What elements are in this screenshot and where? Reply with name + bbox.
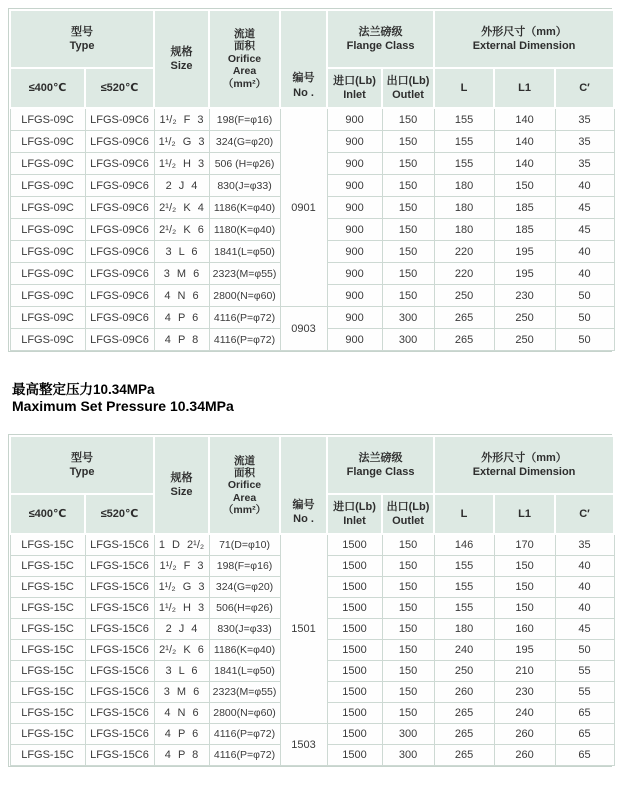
cell-type-520c: LFGS-09C6 xyxy=(85,175,154,197)
cell-size: 3 M 6 xyxy=(154,682,209,703)
cell-size: 4 P 6 xyxy=(154,307,209,329)
cell-type-400c: LFGS-15C xyxy=(10,661,85,682)
cell-type-400c: LFGS-09C xyxy=(10,153,85,175)
cell-dim-l1: 185 xyxy=(494,219,555,241)
cell-orifice-area: 2323(M=φ55) xyxy=(209,682,280,703)
cell-orifice-area: 198(F=φ16) xyxy=(209,556,280,577)
cell-dim-l1: 150 xyxy=(494,556,555,577)
cell-flange-outlet: 150 xyxy=(382,175,434,197)
spec-table-lfgs-09c xyxy=(8,8,612,352)
cell-type-400c: LFGS-15C xyxy=(10,556,85,577)
cell-orifice-area: 506 (H=φ26) xyxy=(209,153,280,175)
cell-orifice-area: 2323(M=φ55) xyxy=(209,263,280,285)
cell-dim-l: 220 xyxy=(434,263,494,285)
cell-flange-outlet: 150 xyxy=(382,619,434,640)
table-row xyxy=(10,534,614,556)
cell-orifice-area: 4116(P=φ72) xyxy=(209,307,280,329)
cell-flange-inlet: 1500 xyxy=(327,619,382,640)
cell-size: 4 P 8 xyxy=(154,745,209,766)
cell-dim-c-prime: 50 xyxy=(555,307,614,329)
cell-type-520c: LFGS-09C6 xyxy=(85,108,154,131)
cell-dim-l: 250 xyxy=(434,285,494,307)
max-set-pressure-note-zh: 最高整定压力10.34MPa xyxy=(12,382,155,397)
cell-orifice-area: 4116(P=φ72) xyxy=(209,745,280,766)
header-size-en: Size xyxy=(170,60,193,72)
cell-flange-inlet: 900 xyxy=(327,329,382,351)
cell-size: 1¹/₂ G 3 xyxy=(154,577,209,598)
header-external-dimension: 外形尺寸（mm） External Dimension xyxy=(434,436,614,494)
cell-type-520c: LFGS-09C6 xyxy=(85,153,154,175)
header-orifice-area: 流道 面积 Orifice Area （mm²） xyxy=(209,10,280,108)
cell-dim-c-prime: 45 xyxy=(555,219,614,241)
cell-type-520c: LFGS-09C6 xyxy=(85,131,154,153)
cell-type-520c: LFGS-15C6 xyxy=(85,724,154,745)
header-dim-l1: L1 xyxy=(494,494,555,534)
max-set-pressure-note-en: Maximum Set Pressure 10.34MPa xyxy=(12,397,234,414)
cell-type-520c: LFGS-15C6 xyxy=(85,534,154,556)
cell-type-520c: LFGS-09C6 xyxy=(85,263,154,285)
cell-dim-l: 155 xyxy=(434,556,494,577)
cell-dim-l: 240 xyxy=(434,640,494,661)
cell-size: 1¹/₂ H 3 xyxy=(154,598,209,619)
cell-size: 4 P 8 xyxy=(154,329,209,351)
cell-no: 0901 xyxy=(280,108,327,307)
header-type-zh: 型号 xyxy=(71,25,93,38)
cell-type-520c: LFGS-15C6 xyxy=(85,661,154,682)
cell-type-400c: LFGS-15C xyxy=(10,640,85,661)
cell-dim-l: 155 xyxy=(434,577,494,598)
cell-orifice-area: 830(J=φ33) xyxy=(209,175,280,197)
cell-type-520c: LFGS-15C6 xyxy=(85,598,154,619)
cell-flange-inlet: 900 xyxy=(327,285,382,307)
cell-type-400c: LFGS-09C xyxy=(10,329,85,351)
cell-dim-l1: 195 xyxy=(494,241,555,263)
cell-flange-outlet: 150 xyxy=(382,682,434,703)
cell-dim-c-prime: 40 xyxy=(555,241,614,263)
header-inlet: 进口(Lb) Inlet xyxy=(327,494,382,534)
cell-orifice-area: 4116(P=φ72) xyxy=(209,329,280,351)
cell-orifice-area: 1180(K=φ40) xyxy=(209,219,280,241)
cell-flange-outlet: 150 xyxy=(382,241,434,263)
cell-flange-outlet: 150 xyxy=(382,263,434,285)
cell-orifice-area: 1841(L=φ50) xyxy=(209,661,280,682)
cell-dim-l1: 150 xyxy=(494,598,555,619)
cell-type-400c: LFGS-15C xyxy=(10,724,85,745)
cell-orifice-area: 324(G=φ20) xyxy=(209,577,280,598)
cell-type-400c: LFGS-09C xyxy=(10,241,85,263)
cell-orifice-area: 1186(K=φ40) xyxy=(209,197,280,219)
header-dim-l: L xyxy=(434,494,494,534)
cell-flange-inlet: 900 xyxy=(327,153,382,175)
header-dim-c-prime: C′ xyxy=(555,68,614,108)
cell-dim-c-prime: 65 xyxy=(555,703,614,724)
cell-type-400c: LFGS-15C xyxy=(10,619,85,640)
cell-dim-l1: 150 xyxy=(494,577,555,598)
cell-type-400c: LFGS-09C xyxy=(10,285,85,307)
header-type-zh: 型号 xyxy=(71,452,93,465)
cell-dim-l1: 260 xyxy=(494,724,555,745)
cell-dim-l: 155 xyxy=(434,598,494,619)
cell-dim-l1: 195 xyxy=(494,263,555,285)
cell-type-400c: LFGS-15C xyxy=(10,598,85,619)
cell-size: 1 D 2¹/₂ xyxy=(154,534,209,556)
cell-dim-c-prime: 55 xyxy=(555,661,614,682)
cell-dim-l1: 140 xyxy=(494,108,555,131)
header-temp-400: ≤400℃ xyxy=(10,68,85,108)
cell-type-400c: LFGS-09C xyxy=(10,131,85,153)
cell-flange-outlet: 150 xyxy=(382,131,434,153)
header-dim-l1: L1 xyxy=(494,68,555,108)
cell-type-400c: LFGS-09C xyxy=(10,307,85,329)
header-size-zh: 规格 xyxy=(170,45,193,58)
cell-dim-l1: 140 xyxy=(494,131,555,153)
cell-dim-c-prime: 45 xyxy=(555,619,614,640)
cell-dim-l1: 260 xyxy=(494,745,555,766)
cell-dim-c-prime: 50 xyxy=(555,329,614,351)
spec-table-lfgs-15c xyxy=(8,434,612,767)
cell-dim-l: 265 xyxy=(434,703,494,724)
cell-flange-outlet: 150 xyxy=(382,534,434,556)
cell-flange-inlet: 1500 xyxy=(327,661,382,682)
cell-flange-outlet: 300 xyxy=(382,724,434,745)
cell-flange-inlet: 900 xyxy=(327,108,382,131)
header-temp-520: ≤520℃ xyxy=(85,494,154,534)
cell-dim-l: 180 xyxy=(434,219,494,241)
header-flange-class: 法兰磅级 Flange Class xyxy=(327,10,434,68)
cell-size: 2¹/₂ K 6 xyxy=(154,640,209,661)
cell-dim-l1: 170 xyxy=(494,534,555,556)
cell-type-400c: LFGS-09C xyxy=(10,263,85,285)
cell-flange-outlet: 150 xyxy=(382,661,434,682)
header-group-row xyxy=(10,10,614,68)
header-size xyxy=(154,10,209,108)
table-row xyxy=(10,307,614,329)
cell-orifice-area: 2800(N=φ60) xyxy=(209,703,280,724)
cell-type-400c: LFGS-15C xyxy=(10,682,85,703)
cell-flange-outlet: 150 xyxy=(382,640,434,661)
cell-dim-l1: 195 xyxy=(494,640,555,661)
cell-type-400c: LFGS-09C xyxy=(10,108,85,131)
header-dim-c-prime: C′ xyxy=(555,494,614,534)
cell-flange-inlet: 1500 xyxy=(327,598,382,619)
cell-dim-l1: 250 xyxy=(494,307,555,329)
cell-flange-inlet: 900 xyxy=(327,307,382,329)
cell-type-400c: LFGS-15C xyxy=(10,745,85,766)
cell-type-520c: LFGS-09C6 xyxy=(85,197,154,219)
cell-type-520c: LFGS-15C6 xyxy=(85,556,154,577)
cell-flange-inlet: 1500 xyxy=(327,577,382,598)
header-outlet: 出口(Lb) Outlet xyxy=(382,68,434,108)
cell-dim-l: 265 xyxy=(434,745,494,766)
cell-no: 0903 xyxy=(280,307,327,351)
cell-orifice-area: 1841(L=φ50) xyxy=(209,241,280,263)
cell-dim-l: 265 xyxy=(434,329,494,351)
header-dim-l: L xyxy=(434,68,494,108)
cell-flange-outlet: 150 xyxy=(382,153,434,175)
cell-no: 1501 xyxy=(280,534,327,724)
cell-flange-outlet: 300 xyxy=(382,745,434,766)
cell-type-520c: LFGS-09C6 xyxy=(85,307,154,329)
header-size xyxy=(154,436,209,534)
cell-type-400c: LFGS-15C xyxy=(10,703,85,724)
cell-dim-c-prime: 35 xyxy=(555,153,614,175)
cell-flange-outlet: 150 xyxy=(382,577,434,598)
cell-flange-inlet: 1500 xyxy=(327,745,382,766)
cell-dim-l: 180 xyxy=(434,619,494,640)
cell-dim-l: 180 xyxy=(434,197,494,219)
cell-type-400c: LFGS-09C xyxy=(10,219,85,241)
cell-flange-inlet: 900 xyxy=(327,131,382,153)
cell-size: 4 N 6 xyxy=(154,285,209,307)
cell-size: 1¹/₂ F 3 xyxy=(154,556,209,577)
cell-size: 2 J 4 xyxy=(154,619,209,640)
cell-dim-l: 155 xyxy=(434,131,494,153)
cell-type-520c: LFGS-15C6 xyxy=(85,577,154,598)
cell-type-520c: LFGS-15C6 xyxy=(85,745,154,766)
cell-dim-c-prime: 35 xyxy=(555,131,614,153)
cell-no: 1503 xyxy=(280,724,327,766)
cell-dim-l1: 160 xyxy=(494,619,555,640)
cell-flange-outlet: 150 xyxy=(382,556,434,577)
cell-size: 1¹/₂ H 3 xyxy=(154,153,209,175)
cell-dim-c-prime: 35 xyxy=(555,108,614,131)
cell-size: 2¹/₂ K 4 xyxy=(154,197,209,219)
cell-dim-l: 155 xyxy=(434,108,494,131)
cell-flange-outlet: 150 xyxy=(382,285,434,307)
cell-dim-l1: 230 xyxy=(494,285,555,307)
cell-size: 3 L 6 xyxy=(154,241,209,263)
cell-dim-l1: 230 xyxy=(494,682,555,703)
cell-orifice-area: 2800(N=φ60) xyxy=(209,285,280,307)
cell-flange-inlet: 900 xyxy=(327,263,382,285)
cell-type-520c: LFGS-09C6 xyxy=(85,329,154,351)
cell-flange-outlet: 150 xyxy=(382,703,434,724)
cell-flange-outlet: 150 xyxy=(382,108,434,131)
cell-dim-l: 265 xyxy=(434,724,494,745)
cell-size: 3 M 6 xyxy=(154,263,209,285)
cell-type-400c: LFGS-09C xyxy=(10,197,85,219)
header-size-en: Size xyxy=(170,486,193,499)
header-group-row xyxy=(10,436,614,494)
max-set-pressure-note xyxy=(12,382,612,414)
header-flange-class: 法兰磅级 Flange Class xyxy=(327,436,434,494)
cell-dim-l: 155 xyxy=(434,153,494,175)
cell-size: 1¹/₂ G 3 xyxy=(154,131,209,153)
cell-dim-c-prime: 65 xyxy=(555,724,614,745)
cell-dim-c-prime: 50 xyxy=(555,285,614,307)
cell-flange-inlet: 900 xyxy=(327,219,382,241)
cell-type-520c: LFGS-09C6 xyxy=(85,241,154,263)
cell-dim-c-prime: 40 xyxy=(555,175,614,197)
cell-dim-l: 260 xyxy=(434,682,494,703)
cell-dim-l1: 250 xyxy=(494,329,555,351)
cell-type-520c: LFGS-09C6 xyxy=(85,219,154,241)
header-outlet: 出口(Lb) Outlet xyxy=(382,494,434,534)
cell-dim-l: 265 xyxy=(434,307,494,329)
cell-type-520c: LFGS-09C6 xyxy=(85,285,154,307)
cell-orifice-area: 198(F=φ16) xyxy=(209,108,280,131)
cell-dim-l1: 210 xyxy=(494,661,555,682)
header-temp-520: ≤520℃ xyxy=(85,68,154,108)
table-row xyxy=(10,108,614,131)
cell-flange-inlet: 1500 xyxy=(327,534,382,556)
cell-dim-c-prime: 40 xyxy=(555,577,614,598)
cell-flange-outlet: 300 xyxy=(382,307,434,329)
cell-size: 4 P 6 xyxy=(154,724,209,745)
cell-type-520c: LFGS-15C6 xyxy=(85,640,154,661)
cell-type-520c: LFGS-15C6 xyxy=(85,619,154,640)
header-no: 编号 No . xyxy=(280,436,327,534)
cell-flange-inlet: 900 xyxy=(327,175,382,197)
cell-flange-inlet: 1500 xyxy=(327,724,382,745)
cell-flange-outlet: 150 xyxy=(382,598,434,619)
cell-flange-outlet: 150 xyxy=(382,197,434,219)
header-temp-400: ≤400℃ xyxy=(10,494,85,534)
header-type-en: Type xyxy=(69,466,95,479)
cell-orifice-area: 830(J=φ33) xyxy=(209,619,280,640)
cell-flange-inlet: 1500 xyxy=(327,640,382,661)
cell-dim-l: 146 xyxy=(434,534,494,556)
cell-dim-l1: 240 xyxy=(494,703,555,724)
header-type-en: Type xyxy=(69,40,95,52)
cell-dim-c-prime: 40 xyxy=(555,598,614,619)
cell-dim-l: 180 xyxy=(434,175,494,197)
cell-size: 2 J 4 xyxy=(154,175,209,197)
cell-flange-outlet: 150 xyxy=(382,219,434,241)
cell-orifice-area: 506(H=φ26) xyxy=(209,598,280,619)
cell-flange-inlet: 1500 xyxy=(327,682,382,703)
cell-size: 3 L 6 xyxy=(154,661,209,682)
header-external-dimension: 外形尺寸（mm） External Dimension xyxy=(434,10,614,68)
cell-dim-l1: 150 xyxy=(494,175,555,197)
cell-dim-c-prime: 50 xyxy=(555,640,614,661)
cell-dim-c-prime: 40 xyxy=(555,556,614,577)
header-type xyxy=(10,436,154,494)
cell-orifice-area: 71(D=φ10) xyxy=(209,534,280,556)
cell-dim-c-prime: 55 xyxy=(555,682,614,703)
header-no: 编号 No . xyxy=(280,10,327,108)
cell-type-400c: LFGS-15C xyxy=(10,534,85,556)
cell-size: 2¹/₂ K 6 xyxy=(154,219,209,241)
cell-size: 1¹/₂ F 3 xyxy=(154,108,209,131)
cell-dim-c-prime: 65 xyxy=(555,745,614,766)
header-type xyxy=(10,10,154,68)
cell-orifice-area: 1186(K=φ40) xyxy=(209,640,280,661)
cell-orifice-area: 4116(P=φ72) xyxy=(209,724,280,745)
cell-type-400c: LFGS-09C xyxy=(10,175,85,197)
cell-flange-outlet: 300 xyxy=(382,329,434,351)
cell-flange-inlet: 900 xyxy=(327,241,382,263)
cell-type-400c: LFGS-15C xyxy=(10,577,85,598)
header-size-zh: 规格 xyxy=(170,472,193,485)
header-orifice-area: 流道 面积 Orifice Area （mm²） xyxy=(209,436,280,534)
cell-type-520c: LFGS-15C6 xyxy=(85,703,154,724)
cell-dim-c-prime: 45 xyxy=(555,197,614,219)
cell-flange-inlet: 1500 xyxy=(327,556,382,577)
cell-flange-inlet: 900 xyxy=(327,197,382,219)
cell-dim-l1: 185 xyxy=(494,197,555,219)
cell-size: 4 N 6 xyxy=(154,703,209,724)
cell-type-520c: LFGS-15C6 xyxy=(85,682,154,703)
cell-dim-l1: 140 xyxy=(494,153,555,175)
cell-dim-l: 220 xyxy=(434,241,494,263)
cell-dim-c-prime: 40 xyxy=(555,263,614,285)
cell-dim-c-prime: 35 xyxy=(555,534,614,556)
table-row xyxy=(10,724,614,745)
header-inlet: 进口(Lb) Inlet xyxy=(327,68,382,108)
cell-orifice-area: 324(G=φ20) xyxy=(209,131,280,153)
cell-dim-l: 250 xyxy=(434,661,494,682)
cell-flange-inlet: 1500 xyxy=(327,703,382,724)
